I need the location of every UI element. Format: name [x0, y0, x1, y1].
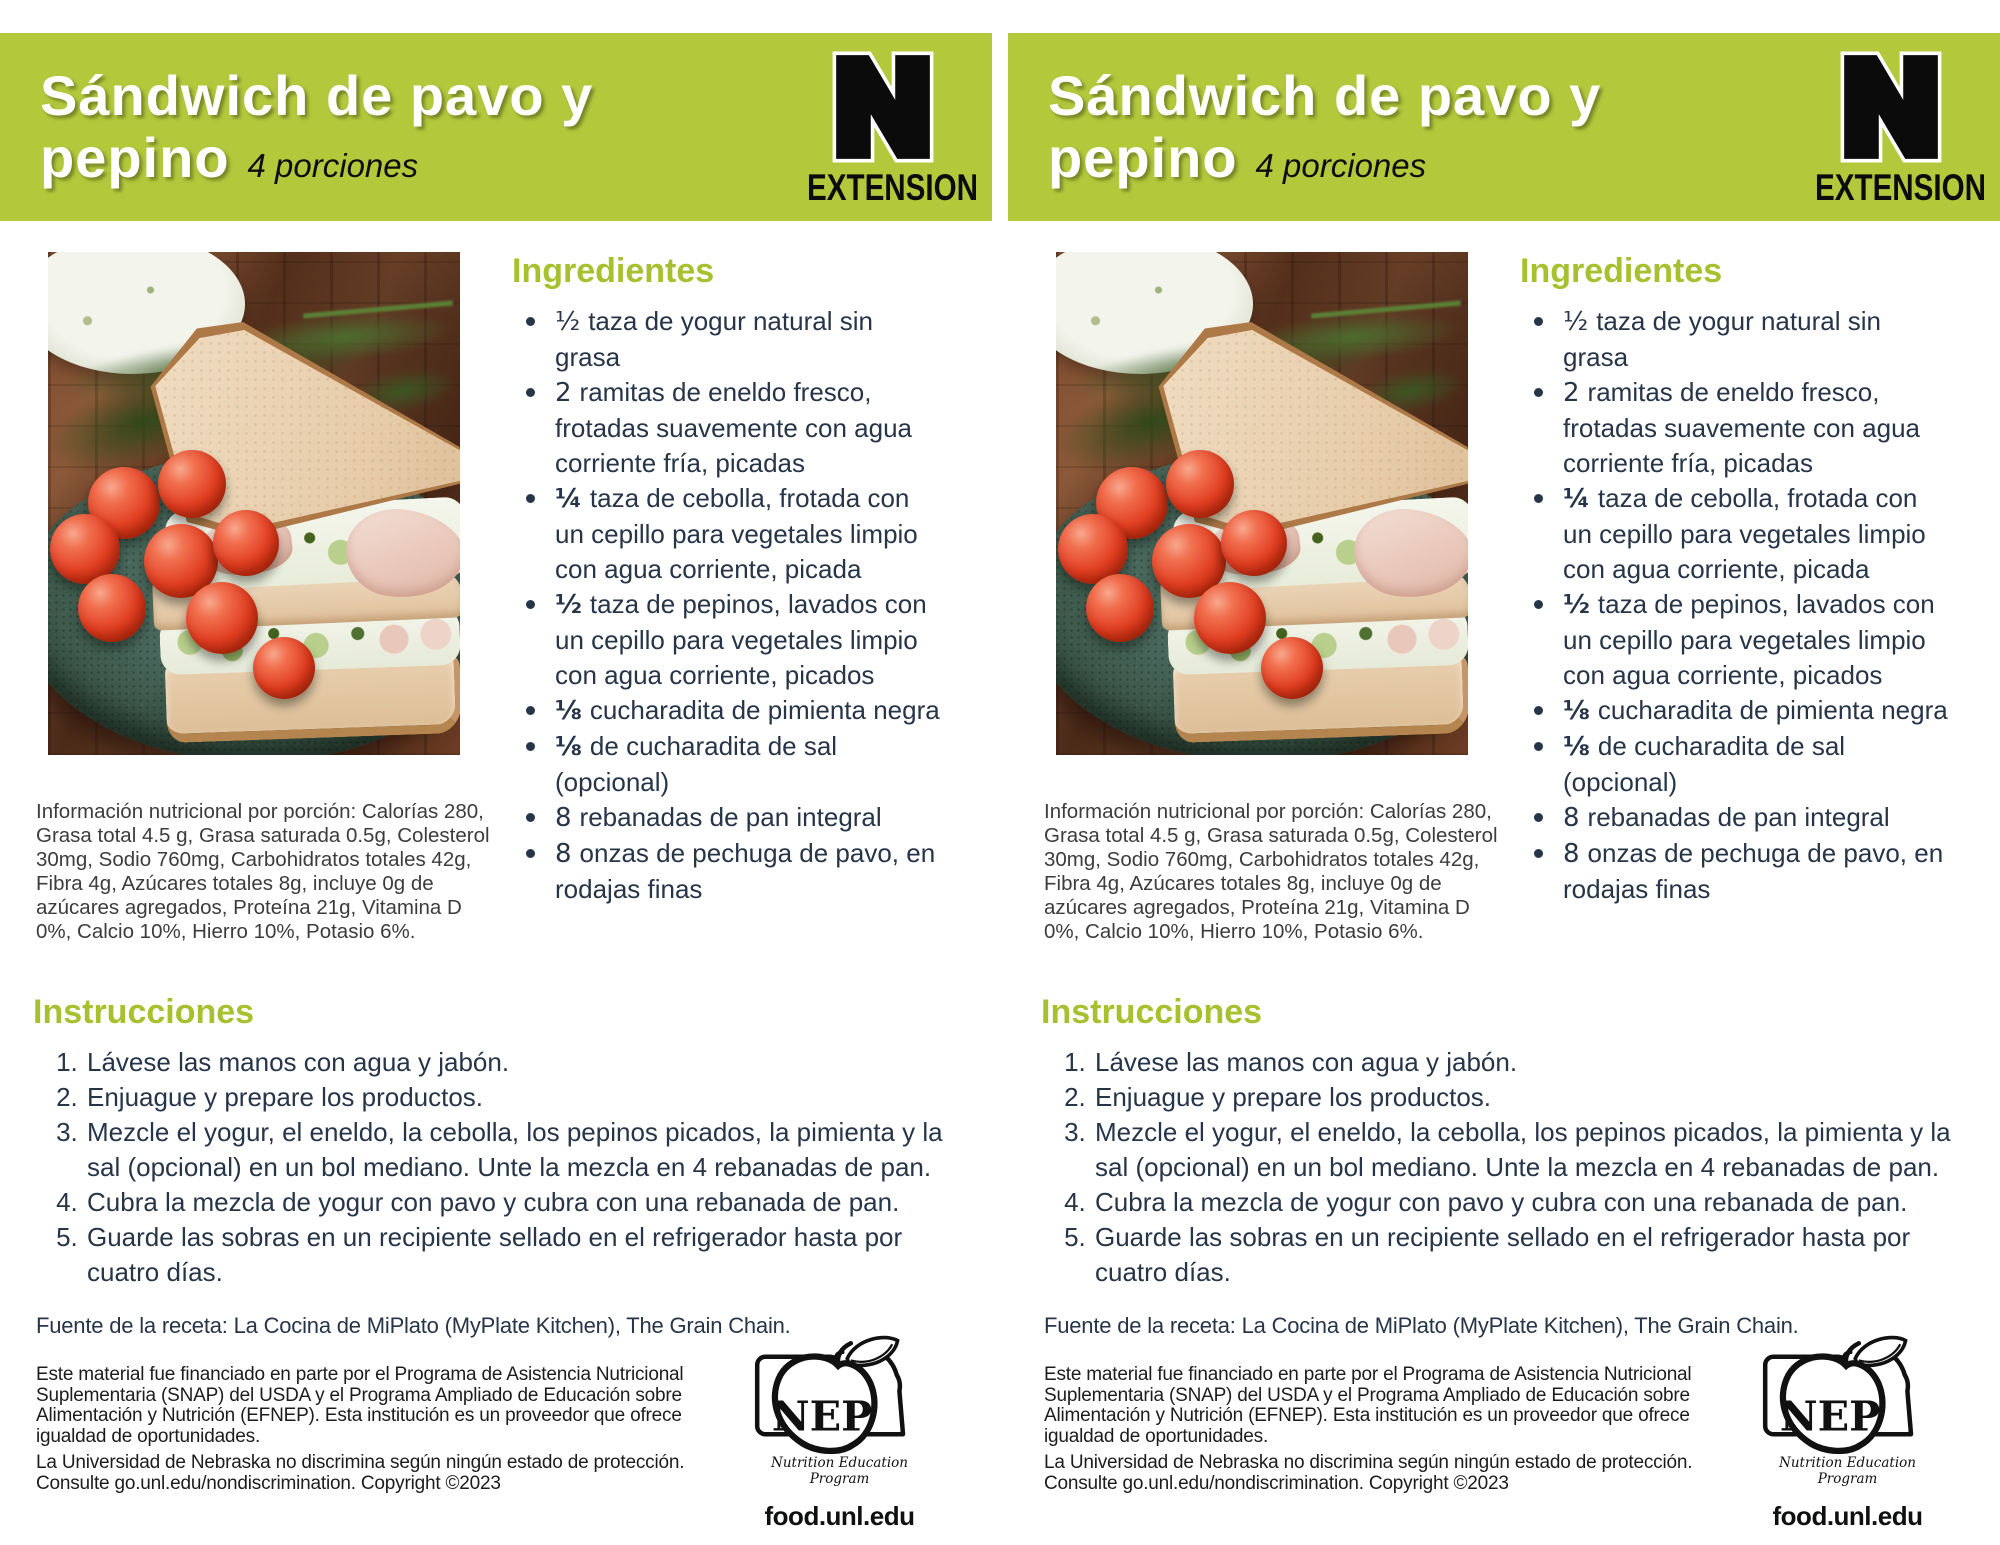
instruction-step	[85, 1185, 978, 1220]
nep-apple-icon	[750, 1328, 930, 1454]
recipe-card	[0, 33, 992, 1545]
recipe-photo	[1056, 252, 1468, 755]
ingredient-quantity: ½	[555, 307, 581, 337]
ingredient-quantity: 8	[1563, 839, 1580, 869]
card-header-band	[0, 33, 992, 221]
nebraska-extension-logo	[788, 51, 978, 209]
ingredient-quantity: 2	[555, 378, 572, 408]
ingredients-list	[512, 304, 942, 907]
cherry-tomato	[213, 510, 279, 576]
instruction-step	[85, 1115, 978, 1185]
ingredient-quantity: ¼	[1563, 484, 1590, 514]
ingredient-text: taza de yogur natural sin grasa	[555, 306, 873, 372]
nebraska-extension-logo	[1796, 51, 1986, 209]
ingredient-text: de cucharadita de sal (opcional)	[555, 731, 838, 797]
ingredient-item	[512, 304, 942, 375]
recipe-title-line2	[40, 127, 593, 197]
ingredient-text: taza de pepinos, lavados con un cepillo para vegetales limpio con agua corriente, picados	[555, 589, 927, 690]
instruction-step-text: Lávese las manos con agua y jabón.	[87, 1047, 510, 1077]
ingredient-item	[512, 375, 942, 481]
instruction-step-text: Guarde las sobras en un recipiente sellado en el refrigerador hasta por cuatro días.	[1095, 1222, 1911, 1287]
recipe-source: Fuente de la receta: La Cocina de MiPlato (MyPlate Kitchen), The Grain Chain.	[36, 1313, 791, 1338]
ingredient-text: taza de pepinos, lavados con un cepillo para vegetales limpio con agua corriente, picados	[1563, 589, 1935, 690]
recipe-title-line2	[1048, 127, 1601, 197]
ingredient-quantity: 8	[555, 803, 572, 833]
instructions-heading: Instrucciones	[1041, 993, 1263, 1031]
instructions-list	[33, 1045, 978, 1290]
funding-statement: Este material fue financiado en parte por el Programa de Asistencia Nutricional Suplementaria (SNAP) del USDA y el Programa Ampliado de Educación sobre Alimentación y Nutrición (EFNEP). Esta institución es un proveedor que ofrece igualdad de oportunidades.	[36, 1364, 684, 1447]
nebraska-n-icon	[831, 51, 935, 163]
ingredients-list	[1520, 304, 1950, 907]
ingredient-item	[1520, 729, 1950, 800]
cherry-tomato	[1221, 510, 1287, 576]
ingredient-quantity: ½	[1563, 590, 1590, 620]
instruction-step	[1093, 1220, 1986, 1290]
ingredient-item	[1520, 304, 1950, 375]
ingredient-item	[512, 800, 942, 836]
nep-apple-icon	[1758, 1328, 1938, 1454]
recipe-title-line1: Sándwich de pavo y	[40, 64, 594, 127]
ingredient-item	[1520, 375, 1950, 481]
cherry-tomato	[1194, 582, 1266, 654]
ingredient-text: taza de cebolla, frotada con un cepillo para vegetales limpio con agua corriente, picada	[555, 483, 918, 584]
recipe-card	[1008, 33, 2000, 1545]
ingredient-item	[512, 836, 942, 907]
ingredient-text: ramitas de eneldo fresco, frotadas suavemente con agua corriente fría, picadas	[1563, 377, 1921, 478]
ingredient-item	[1520, 836, 1950, 907]
ingredient-text: onzas de pechuga de pavo, en rodajas finas	[555, 838, 936, 904]
instructions-heading: Instrucciones	[33, 993, 255, 1031]
cherry-tomato	[186, 582, 258, 654]
ingredient-quantity: ½	[555, 590, 582, 620]
instruction-step-text: Lávese las manos con agua y jabón.	[1095, 1047, 1518, 1077]
cherry-tomato	[1261, 637, 1323, 699]
nondiscrimination-statement: La Universidad de Nebraska no discrimina según ningún estado de protección. Consulte go.unl.edu/nondiscrimination. Copyright ©2023	[36, 1452, 685, 1494]
instructions-list	[1041, 1045, 1986, 1290]
ingredient-item	[1520, 587, 1950, 693]
ingredient-quantity: ⅛	[1563, 696, 1590, 726]
ingredient-quantity: ¼	[555, 484, 582, 514]
recipe-title	[40, 65, 593, 197]
instruction-step	[1093, 1080, 1986, 1115]
nep-acronym: NEP	[771, 1391, 872, 1441]
nep-logo	[1755, 1328, 1940, 1532]
recipe-source: Fuente de la receta: La Cocina de MiPlato (MyPlate Kitchen), The Grain Chain.	[1044, 1313, 1799, 1338]
nep-logo	[747, 1328, 932, 1532]
ingredient-quantity: ½	[1563, 307, 1589, 337]
ingredient-text: ramitas de eneldo fresco, frotadas suavemente con agua corriente fría, picadas	[555, 377, 913, 478]
card-slot-left	[0, 33, 992, 1545]
extension-wordmark: EXTENSION	[807, 167, 979, 208]
ingredient-quantity: 8	[555, 839, 572, 869]
card-slot-right	[1008, 33, 2000, 1545]
ingredient-quantity: ⅛	[555, 732, 582, 762]
ingredient-quantity: 2	[1563, 378, 1580, 408]
ingredient-item	[512, 587, 942, 693]
funding-statement: Este material fue financiado en parte por el Programa de Asistencia Nutricional Suplementaria (SNAP) del USDA y el Programa Ampliado de Educación sobre Alimentación y Nutrición (EFNEP). Esta institución es un proveedor que ofrece igualdad de oportunidades.	[1044, 1364, 1692, 1447]
nondiscrimination-statement: La Universidad de Nebraska no discrimina según ningún estado de protección. Consulte go.unl.edu/nondiscrimination. Copyright ©2023	[1044, 1452, 1693, 1494]
cherry-tomato	[1086, 574, 1154, 642]
ingredient-text: de cucharadita de sal (opcional)	[1563, 731, 1846, 797]
extension-wordmark: EXTENSION	[1815, 167, 1987, 208]
ingredient-text: rebanadas de pan integral	[1587, 802, 1890, 832]
instruction-step	[85, 1045, 978, 1080]
ingredients-heading: Ingredientes	[1520, 252, 1723, 290]
nep-acronym: NEP	[1779, 1391, 1880, 1441]
ingredient-quantity: ⅛	[1563, 732, 1590, 762]
instruction-step-text: Guarde las sobras en un recipiente sellado en el refrigerador hasta por cuatro días.	[87, 1222, 903, 1287]
ingredient-item	[1520, 800, 1950, 836]
recipe-title-word: pepino	[40, 126, 230, 189]
recipe-title-word: pepino	[1048, 126, 1238, 189]
ingredient-quantity: ⅛	[555, 696, 582, 726]
instruction-step-text: Mezcle el yogur, el eneldo, la cebolla, los pepinos picados, la pimienta y la sal (opcional) en un bol mediano. Unte la mezcla en 4 rebanadas de pan.	[87, 1117, 943, 1182]
nebraska-n-icon	[1839, 51, 1943, 163]
ingredient-text: onzas de pechuga de pavo, en rodajas finas	[1563, 838, 1944, 904]
cherry-tomato	[78, 574, 146, 642]
website-url: food.unl.edu	[1772, 1501, 1923, 1531]
nutrition-info: Información nutricional por porción: Calorías 280, Grasa total 4.5 g, Grasa saturada 0.5g, Colesterol 30mg, Sodio 760mg, Carbohidratos totales 42g, Fibra 4g, Azúcares totales 8g, incluye 0g de azúcares agregados, Proteína 21g, Vitamina D 0%, Calcio 10%, Hierro 10%, Potasio 6%.	[36, 800, 490, 943]
ingredient-item	[512, 693, 942, 729]
recipe-photo	[48, 252, 460, 755]
ingredient-text: rebanadas de pan integral	[579, 802, 882, 832]
nutrition-info: Información nutricional por porción: Calorías 280, Grasa total 4.5 g, Grasa saturada 0.5g, Colesterol 30mg, Sodio 760mg, Carbohidratos totales 42g, Fibra 4g, Azúcares totales 8g, incluye 0g de azúcares agregados, Proteína 21g, Vitamina D 0%, Calcio 10%, Hierro 10%, Potasio 6%.	[1044, 800, 1498, 943]
ingredient-text: cucharadita de pimienta negra	[1597, 695, 1948, 725]
ingredient-quantity: 8	[1563, 803, 1580, 833]
cherry-tomato	[253, 637, 315, 699]
instruction-step-text: Cubra la mezcla de yogur con pavo y cubra con una rebanada de pan.	[1095, 1187, 1908, 1217]
cherry-tomato	[1166, 450, 1234, 518]
ingredient-item	[512, 481, 942, 587]
nep-tagline: Nutrition Education Program	[1779, 1455, 1916, 1487]
servings-label: 4 porciones	[1255, 147, 1427, 184]
recipe-title-line1: Sándwich de pavo y	[1048, 64, 1602, 127]
website-url: food.unl.edu	[764, 1501, 915, 1531]
instruction-step-text: Mezcle el yogur, el eneldo, la cebolla, los pepinos picados, la pimienta y la sal (opcional) en un bol mediano. Unte la mezcla en 4 rebanadas de pan.	[1095, 1117, 1951, 1182]
ingredient-item	[1520, 693, 1950, 729]
instruction-step-text: Cubra la mezcla de yogur con pavo y cubra con una rebanada de pan.	[87, 1187, 900, 1217]
instruction-step-text: Enjuague y prepare los productos.	[87, 1082, 484, 1112]
instruction-step	[85, 1080, 978, 1115]
ingredient-text: taza de cebolla, frotada con un cepillo para vegetales limpio con agua corriente, picada	[1563, 483, 1926, 584]
ingredient-item	[512, 729, 942, 800]
ingredient-item	[1520, 481, 1950, 587]
recipe-title	[1048, 65, 1601, 197]
instruction-step-text: Enjuague y prepare los productos.	[1095, 1082, 1492, 1112]
servings-label: 4 porciones	[247, 147, 419, 184]
instruction-step	[85, 1220, 978, 1290]
nep-tagline: Nutrition Education Program	[771, 1455, 908, 1487]
ingredient-text: taza de yogur natural sin grasa	[1563, 306, 1881, 372]
card-header-band	[1008, 33, 2000, 221]
instruction-step	[1093, 1115, 1986, 1185]
instruction-step	[1093, 1185, 1986, 1220]
ingredients-heading: Ingredientes	[512, 252, 715, 290]
ingredient-text: cucharadita de pimienta negra	[589, 695, 940, 725]
instruction-step	[1093, 1045, 1986, 1080]
cherry-tomato	[158, 450, 226, 518]
